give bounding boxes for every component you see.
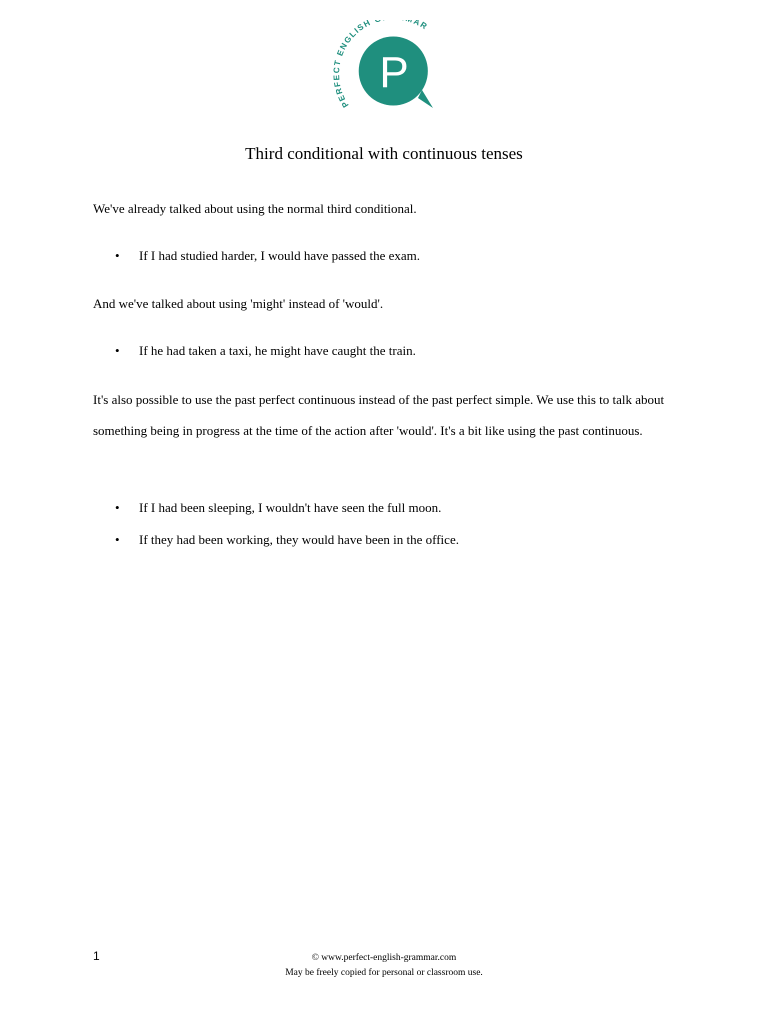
footer	[0, 951, 768, 981]
paragraph-intro: We've already talked about using the normal third conditional.	[93, 201, 417, 216]
bullet-marker: •	[115, 532, 120, 547]
logo-arc-text: PERFECT ENGLISH AR	[331, 20, 430, 110]
paragraph-continuous: It's also possible to use the past perfect continuous instead of the past perfect simple. We use this to talk about something being in progress at the time of the action after 'would'. It's a bit like using the past continuous.	[93, 392, 665, 438]
paragraph-might: And we've talked about using 'might' instead of 'would'.	[93, 296, 384, 311]
footer-note: May be freely copied for personal or classroom use.	[285, 968, 483, 978]
perfect-english-grammar-logo	[330, 20, 440, 115]
list-item-text: If I had studied harder, I would have passed the exam.	[139, 248, 421, 263]
bullet-marker: •	[115, 343, 120, 358]
list-item-text: If I had been sleeping, I wouldn't have seen the full moon.	[139, 500, 442, 515]
bullet-marker: •	[115, 248, 120, 263]
logo-bubble-tail	[418, 90, 433, 108]
list-item-text: If they had been working, they would have been in the office.	[139, 532, 459, 547]
page-number: 1	[93, 949, 100, 963]
bullet-marker: •	[115, 500, 120, 515]
list-item-text: If he had taken a taxi, he might have caught the train.	[139, 343, 416, 358]
footer-copyright: © www.perfect-english-grammar.com	[311, 953, 457, 963]
logo-letter: P	[379, 48, 409, 97]
page-title: Third conditional with continuous tenses	[245, 144, 523, 163]
logo	[330, 20, 440, 115]
